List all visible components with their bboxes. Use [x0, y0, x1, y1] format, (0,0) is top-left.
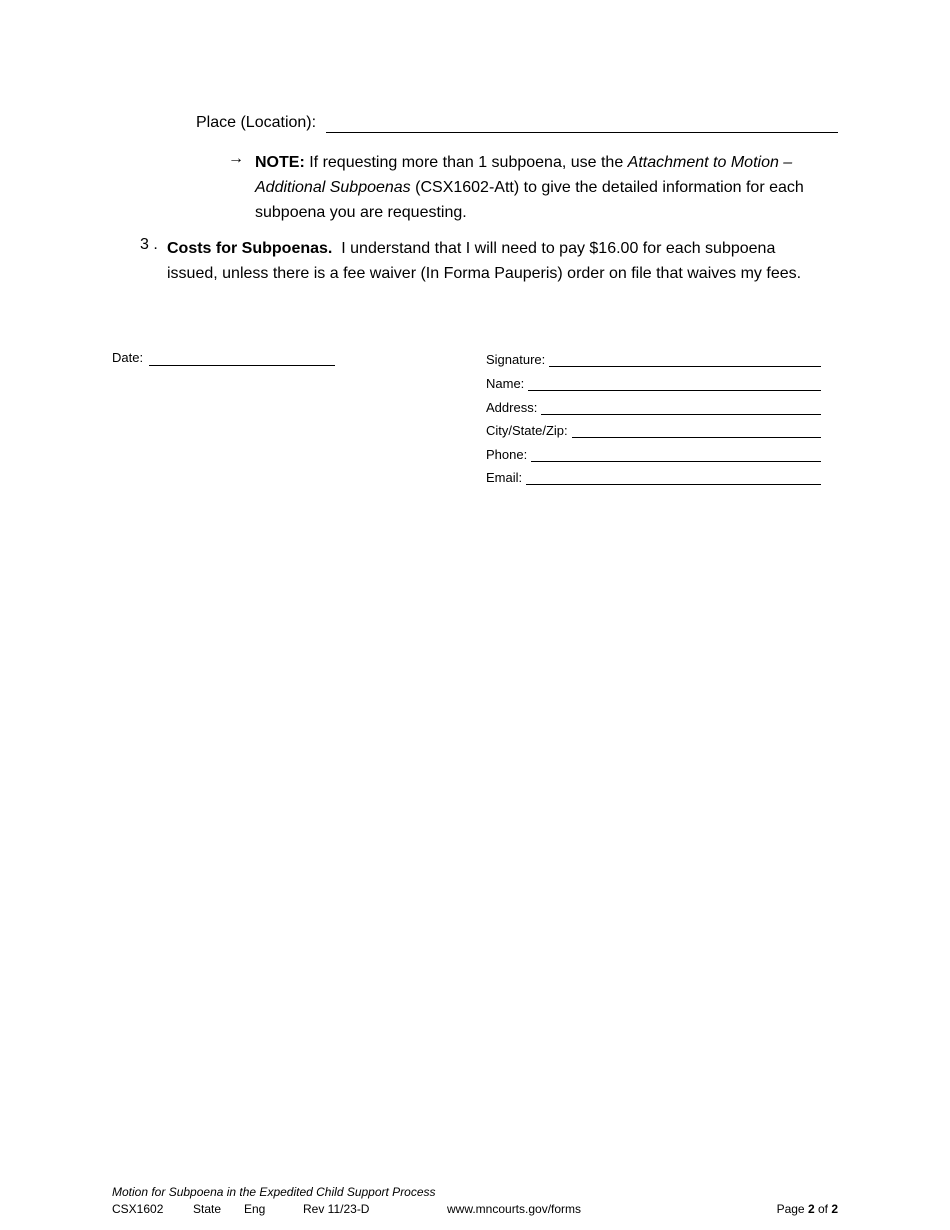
- item-3-text-1: I understand that I will need to pay $16.00 for each subpoena: [332, 240, 776, 257]
- email-row: [486, 467, 821, 485]
- signature-label: Signature:: [486, 352, 546, 367]
- phone-field[interactable]: [531, 448, 821, 462]
- page-total: 2: [831, 1202, 838, 1216]
- city-state-zip-label: City/State/Zip:: [486, 423, 568, 438]
- page-current: 2: [807, 1202, 815, 1216]
- footer-form-code: CSX1602: [112, 1202, 164, 1216]
- note-paragraph: [255, 150, 855, 225]
- footer-revision: Rev 11/23-D: [303, 1202, 370, 1216]
- page-prefix: Page: [776, 1202, 808, 1216]
- note-attachment-title: Attachment to Motion –: [627, 154, 793, 171]
- arrow-icon: →: [228, 150, 244, 167]
- item-3-number: 3 .: [140, 236, 158, 253]
- date-field[interactable]: [149, 365, 335, 366]
- email-field[interactable]: [526, 471, 821, 485]
- note-text-1: If requesting more than 1 subpoena, use the: [304, 154, 628, 171]
- email-label: Email:: [486, 470, 523, 485]
- date-label: Date:: [112, 350, 144, 365]
- signature-row: [486, 349, 821, 367]
- page-of: of: [814, 1202, 832, 1216]
- phone-label: Phone:: [486, 447, 528, 462]
- note-text-2: (CSX1602-Att) to give the detailed information for each: [410, 179, 804, 196]
- footer-form-title: Motion for Subpoena in the Expedited Child Support Process: [112, 1185, 436, 1199]
- note-additional-subpoenas: Additional Subpoenas: [255, 179, 411, 196]
- address-field[interactable]: [541, 401, 821, 415]
- city-state-zip-row: [486, 420, 821, 438]
- footer-jurisdiction: State: [193, 1202, 222, 1216]
- footer-page-number: [777, 1202, 838, 1216]
- note-text-3: subpoena you are requesting.: [255, 204, 467, 221]
- signature-field[interactable]: [549, 353, 821, 367]
- item-3-text-2: issued, unless there is a fee waiver (In Forma Pauperis) order on file that waives my fees.: [167, 265, 802, 282]
- item-3-heading: Costs for Subpoenas.: [167, 240, 333, 257]
- item-3-paragraph: [167, 236, 857, 286]
- name-row: [486, 373, 821, 391]
- footer-website-link[interactable]: www.mncourts.gov/forms: [447, 1202, 582, 1216]
- footer-language: Eng: [244, 1202, 266, 1216]
- phone-row: [486, 444, 821, 462]
- place-location-field[interactable]: [326, 132, 838, 133]
- city-state-zip-field[interactable]: [572, 424, 821, 438]
- address-label: Address:: [486, 400, 538, 415]
- address-row: [486, 397, 821, 415]
- place-location-label: Place (Location):: [196, 114, 317, 131]
- note-label: NOTE:: [255, 154, 305, 171]
- name-label: Name:: [486, 376, 525, 391]
- name-field[interactable]: [528, 377, 821, 391]
